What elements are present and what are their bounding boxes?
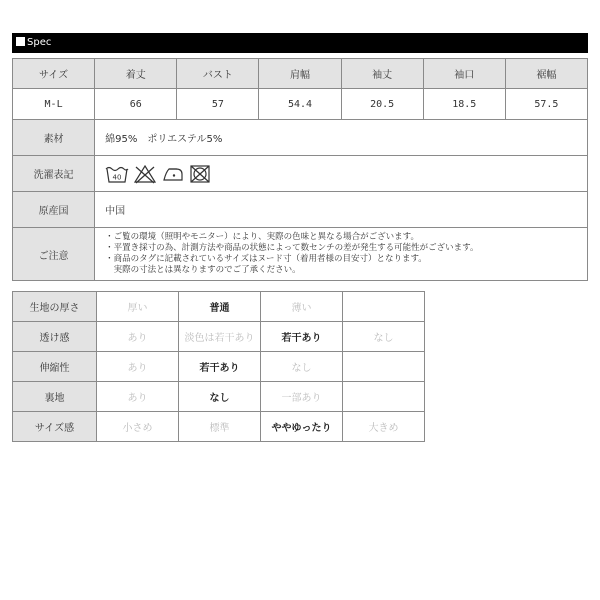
attribute-row-thickness <box>13 292 425 322</box>
square-bullet-icon <box>16 37 25 46</box>
origin-row <box>13 192 588 228</box>
size-value-cell: 57.5 <box>505 89 587 120</box>
material-row <box>13 120 588 156</box>
size-value-cell: 57 <box>177 89 259 120</box>
spec-title: Spec <box>27 37 52 48</box>
size-header-cell: バスト <box>177 59 259 89</box>
size-value-row <box>13 89 588 120</box>
attribute-option: あり <box>97 322 179 352</box>
attribute-option: あり <box>97 352 179 382</box>
attribute-row-fit <box>13 412 425 442</box>
attribute-option: 大きめ <box>343 412 425 442</box>
notice-line: ・平置き採寸の為、計測方法や商品の状態によって数センチの差が発生する可能性がございます。 <box>105 243 479 253</box>
material-value: 綿95% ポリエステル5% <box>95 120 588 156</box>
attribute-label: サイズ感 <box>13 412 97 442</box>
attribute-label: 裏地 <box>13 382 97 412</box>
size-value-cell: 66 <box>95 89 177 120</box>
attribute-option: あり <box>97 382 179 412</box>
attribute-row-stretch <box>13 352 425 382</box>
attribute-option: ややゆったり <box>261 412 343 442</box>
attribute-row-lining <box>13 382 425 412</box>
attribute-option: 薄い <box>261 292 343 322</box>
attribute-option: 淡色は若干あり <box>179 322 261 352</box>
material-label: 素材 <box>13 120 95 156</box>
size-header-cell: 肩幅 <box>259 59 341 89</box>
iron-low-icon <box>161 164 185 184</box>
no-tumble-dry-icon <box>189 164 211 184</box>
fabric-attributes-table <box>12 291 425 442</box>
size-header-cell: 袖丈 <box>341 59 423 89</box>
notice-row <box>13 228 588 281</box>
attribute-row-sheerness <box>13 322 425 352</box>
attribute-option <box>343 382 425 412</box>
size-value-cell: 20.5 <box>341 89 423 120</box>
notice-label: ご注意 <box>13 228 95 281</box>
attribute-option: 若干あり <box>261 322 343 352</box>
attribute-option: 厚い <box>97 292 179 322</box>
attribute-label: 伸縮性 <box>13 352 97 382</box>
notice-line: ・商品のタグに記載されているサイズはヌード寸（着用者様の目安寸）となります。 <box>105 254 427 264</box>
attribute-option: なし <box>261 352 343 382</box>
size-header-cell: サイズ <box>13 59 95 89</box>
spec-section-header <box>12 33 588 53</box>
size-header-row <box>13 59 588 89</box>
attribute-option: なし <box>179 382 261 412</box>
washing-row <box>13 156 588 192</box>
spec-table <box>12 58 588 281</box>
attribute-option <box>343 352 425 382</box>
no-bleach-icon <box>133 164 157 184</box>
attribute-label: 透け感 <box>13 322 97 352</box>
attribute-label: 生地の厚さ <box>13 292 97 322</box>
origin-label: 原産国 <box>13 192 95 228</box>
attribute-option: 一部あり <box>261 382 343 412</box>
attribute-option: 小さめ <box>97 412 179 442</box>
notice-line: ・ご覧の環境（照明やモニター）により、実際の色味と異なる場合がございます。 <box>105 232 419 242</box>
attribute-option: 若干あり <box>179 352 261 382</box>
notice-line: 実際の寸法とは異なりますのでご了承ください。 <box>105 265 301 275</box>
size-value-cell: 18.5 <box>423 89 505 120</box>
attribute-option: なし <box>343 322 425 352</box>
size-value-cell: 54.4 <box>259 89 341 120</box>
wash-40-icon <box>105 164 129 184</box>
washing-label: 洗濯表記 <box>13 156 95 192</box>
notice-text <box>95 228 588 281</box>
size-value-cell: M-L <box>13 89 95 120</box>
attribute-option: 標準 <box>179 412 261 442</box>
size-header-cell: 着丈 <box>95 59 177 89</box>
attribute-option <box>343 292 425 322</box>
wash-temp-label: 40 <box>112 173 122 181</box>
size-header-cell: 裾幅 <box>505 59 587 89</box>
washing-icons <box>95 156 588 192</box>
size-header-cell: 袖口 <box>423 59 505 89</box>
attribute-option: 普通 <box>179 292 261 322</box>
origin-value: 中国 <box>95 192 588 228</box>
